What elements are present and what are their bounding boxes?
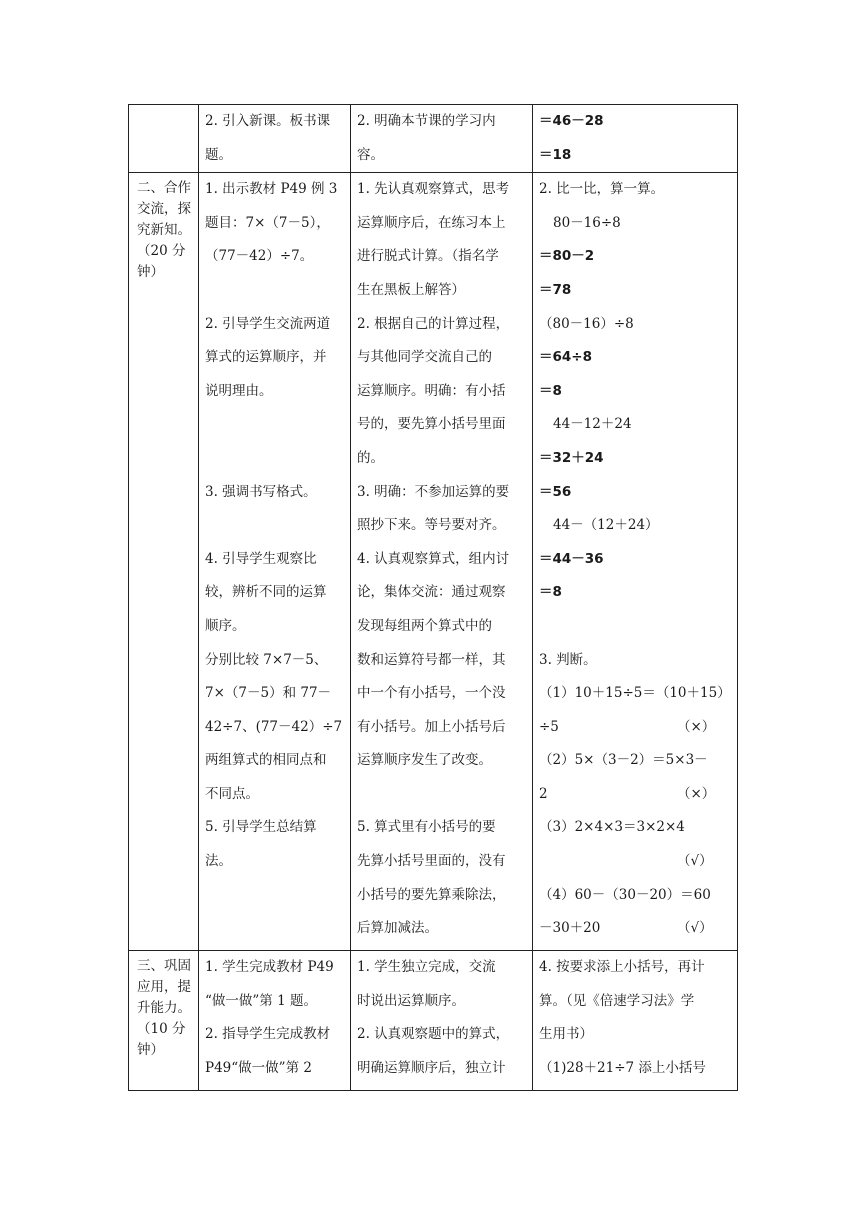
board-cell: 2. 比一比，算一算。 80－16÷8 ＝80－2 ＝78 （80－16）÷8 ＝64÷8 ＝8 44－12＋24 ＝32＋24 ＝56 44－（12＋24） ＝44－36 ＝8 3. 判断。 （1）10＋15÷5＝（10＋15） ÷5 （×） （2）5×（3－2）＝5×3－ 2 （×） （3）2×4×3＝3×2×4 （√） （4）60－（30－20）＝60 －30＋20 （√）	[533, 173, 738, 951]
teacher-activity-cell: 2. 引入新课。板书课 题。	[199, 105, 351, 173]
teacher-activity-cell: 1. 出示教材 P49 例 3 题目：7×（7－5）， （77－42）÷7。 2. 引导学生交流两道 算式的运算顺序，并 说明理由。 3. 强调书写格式。 4. 引导学生观察比 较，辨析不同的运算 顺序。 分别比较 7×7－5、 7×（7－5）和 77－ 42÷7、(77－42）÷7 两组算式的相同点和 不同点。 5. 引导学生总结算 法。	[199, 173, 351, 951]
teacher-activity-cell: 1. 学生完成教材 P49 “做一做”第 1 题。 2. 指导学生完成教材 P49“做一做”第 2	[199, 951, 351, 1091]
table-row	[129, 105, 738, 173]
judge-mark: （×）	[677, 785, 716, 802]
student-activity-cell: 1. 学生独立完成，交流 时说出运算顺序。 2. 认真观察题中的算式， 明确运算顺序后，独立计	[351, 951, 533, 1091]
board-cell: 4. 按要求添上小括号，再计 算。（见《倍速学习法》学 生用书） （1)28＋21÷7 添上小括号	[533, 951, 738, 1091]
board-cell: ＝46－28 ＝18	[533, 105, 738, 173]
stage-cell-empty	[129, 105, 199, 173]
judge-mark: （√）	[677, 920, 713, 937]
stage-cell: 三、巩固 应用，提 升能力。 （10 分 钟）	[129, 951, 199, 1091]
judge-mark: （×）	[677, 718, 716, 735]
student-activity-cell: 1. 先认真观察算式，思考 运算顺序后，在练习本上 进行脱式计算。（指名学 生在黑板上解答） 2. 根据自己的计算过程， 与其他同学交流自己的 运算顺序。明确：有小括 号的，要先算小括号里面 的。 3. 明确：不参加运算的要 照抄下来。等号要对齐。 4. 认真观察算式，组内讨 论，集体交流：通过观察 发现每组两个算式中的 数和运算符号都一样，其 中一个有小括号，一个没 有小括号。加上小括号后 运算顺序发生了改变。 5. 算式里有小括号的要 先算小括号里面的，没有 小括号的要先算乘除法， 后算加减法。	[351, 173, 533, 951]
table-row	[129, 951, 738, 1091]
judge-mark: （√）	[677, 853, 713, 870]
table-row	[129, 173, 738, 951]
student-activity-cell: 2. 明确本节课的学习内 容。	[351, 105, 533, 173]
stage-cell: 二、合作 交流，探 究新知。 （20 分 钟）	[129, 173, 199, 951]
lesson-plan-table	[128, 104, 738, 1091]
